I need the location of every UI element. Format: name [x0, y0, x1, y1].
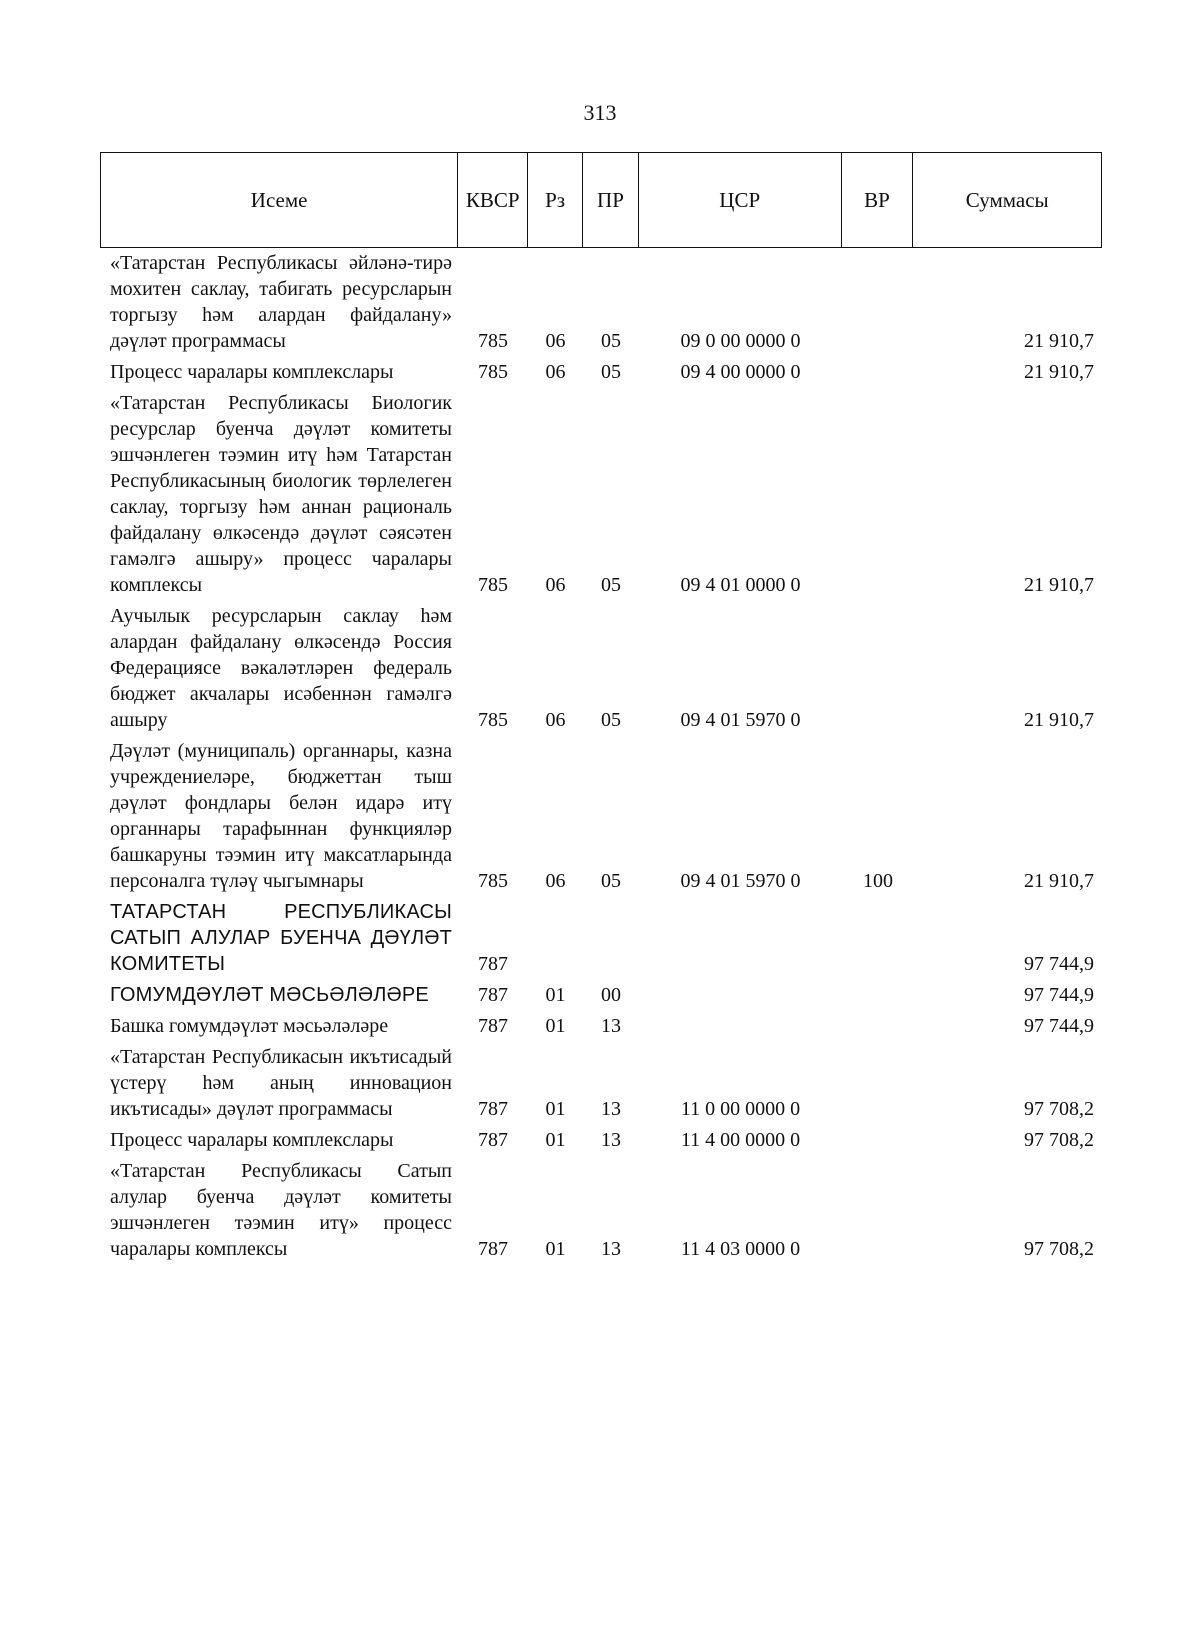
- row-name: Дәүләт (муниципаль) органнары, казна учреждениеләре, бюджеттан тыш дәүләт фондлары белән идарә итү органнары тарафыннан функцияләр башкаруны тәэмин итү максатларында персоналга түләү чыгымнары: [110, 740, 452, 892]
- row-pr: 00: [601, 984, 621, 1006]
- header-sum: Суммасы: [965, 187, 1049, 212]
- table-row: [100, 1127, 1102, 1153]
- page-number: 313: [583, 100, 617, 125]
- row-csr: 09 4 00 0000 0: [680, 361, 801, 383]
- table-row: [100, 603, 1102, 733]
- row-pr: 05: [601, 330, 621, 352]
- row-rz: 06: [545, 709, 566, 731]
- header-name: Исеме: [101, 153, 458, 247]
- row-vr: 100: [863, 870, 893, 892]
- row-kvsr: 787: [478, 1015, 508, 1037]
- row-sum: 97 744,9: [1024, 984, 1094, 1006]
- table-row: [100, 390, 1102, 598]
- row-sum: 21 910,7: [1024, 361, 1094, 383]
- row-pr: 13: [601, 1098, 621, 1120]
- row-kvsr: 785: [478, 361, 508, 383]
- row-name: ТАТАРСТАН РЕСПУБЛИКАСЫ САТЫП АЛУЛАР БУЕНЧА ДӘҮЛӘТ КОМИТЕТЫ: [110, 901, 452, 975]
- row-rz: 06: [545, 361, 566, 383]
- row-name: ГОМУМДӘҮЛӘТ МӘСЬӘЛӘЛӘРЕ: [110, 984, 429, 1006]
- row-kvsr: 787: [478, 1238, 508, 1260]
- row-kvsr: 787: [478, 1129, 508, 1151]
- row-pr: 05: [601, 361, 621, 383]
- row-csr: 09 4 01 0000 0: [680, 574, 801, 596]
- row-csr: 11 0 00 0000 0: [680, 1098, 801, 1120]
- table-header: [100, 152, 1102, 248]
- header-vr: ВР: [842, 153, 914, 247]
- row-csr: 09 4 01 5970 0: [680, 870, 801, 892]
- table-row: [100, 899, 1102, 977]
- table-body: [100, 248, 1102, 1262]
- table-row: [100, 250, 1102, 354]
- row-name: «Татарстан Республикасы Биологик ресурслар буенча дәүләт комитеты эшчәнлеген тәэмин итү һәм Татарстан Республикасының биологик төрлелеген саклау, торгызу һәм аннан рациональ файдалану өлкәсендә дәүләт сәясәтен гамәлгә ашыру» процесс чаралары комплексы: [110, 392, 452, 596]
- row-kvsr: 785: [478, 574, 508, 596]
- row-sum: 97 708,2: [1024, 1098, 1094, 1120]
- row-name: Процесс чаралары комплекслары: [110, 361, 394, 383]
- row-pr: 13: [601, 1238, 621, 1260]
- row-sum: 97 744,9: [1024, 953, 1094, 975]
- row-kvsr: 785: [478, 330, 508, 352]
- row-sum: 21 910,7: [1024, 330, 1094, 352]
- header-rz: Рз: [528, 153, 583, 247]
- row-csr: 11 4 03 0000 0: [680, 1238, 801, 1260]
- header-kvsr: КВСР: [458, 153, 528, 247]
- row-pr: 13: [601, 1129, 621, 1151]
- row-kvsr: 785: [478, 870, 508, 892]
- row-rz: 06: [545, 870, 566, 892]
- row-rz: 01: [545, 1238, 566, 1260]
- table-row: [100, 1158, 1102, 1262]
- header-pr: ПР: [583, 153, 639, 247]
- row-sum: 21 910,7: [1024, 870, 1094, 892]
- row-rz: 01: [545, 1129, 566, 1151]
- row-kvsr: 785: [478, 709, 508, 731]
- row-pr: 13: [601, 1015, 621, 1037]
- row-rz: 06: [545, 330, 566, 352]
- row-rz: 01: [545, 1015, 566, 1037]
- table-row: [100, 359, 1102, 385]
- budget-table: [100, 152, 1102, 1267]
- row-kvsr: 787: [478, 1098, 508, 1120]
- row-sum: 21 910,7: [1024, 709, 1094, 731]
- row-pr: 05: [601, 574, 621, 596]
- row-sum: 21 910,7: [1024, 574, 1094, 596]
- row-rz: 01: [545, 984, 566, 1006]
- row-csr: 09 4 01 5970 0: [680, 709, 801, 731]
- row-csr: 09 0 00 0000 0: [680, 330, 801, 352]
- table-row: [100, 1013, 1102, 1039]
- row-name: «Татарстан Республикасын икътисадый үстерү һәм аның инновацион икътисады» дәүләт программасы: [110, 1046, 452, 1120]
- table-row: [100, 738, 1102, 894]
- row-rz: 01: [545, 1098, 566, 1120]
- row-name: Башка гомумдәүләт мәсьәләләре: [110, 1015, 389, 1037]
- table-row: [100, 1044, 1102, 1122]
- table-row: [100, 982, 1102, 1008]
- row-kvsr: 787: [478, 984, 508, 1006]
- row-csr: 11 4 00 0000 0: [680, 1129, 801, 1151]
- row-rz: 06: [545, 574, 566, 596]
- row-kvsr: 787: [478, 953, 508, 975]
- row-name: Аучылык ресурсларын саклау һәм алардан файдалану өлкәсендә Россия Федерациясе вәкаләтләрен федераль бюджет акчалары исәбеннән гамәлгә ашыру: [110, 605, 452, 731]
- row-sum: 97 708,2: [1024, 1238, 1094, 1260]
- header-csr: ЦСР: [639, 153, 842, 247]
- row-sum: 97 744,9: [1024, 1015, 1094, 1037]
- row-name: «Татарстан Республикасы Сатып алулар буенча дәүләт комитеты эшчәнлеген тәэмин итү» процесс чаралары комплексы: [110, 1160, 452, 1260]
- row-pr: 05: [601, 870, 621, 892]
- row-name: «Татарстан Республикасы әйләнә-тирә мохитен саклау, табигать ресурсларын торгызу һәм алардан файдалану» дәүләт программасы: [110, 252, 452, 352]
- row-pr: 05: [601, 709, 621, 731]
- row-sum: 97 708,2: [1024, 1129, 1094, 1151]
- row-name: Процесс чаралары комплекслары: [110, 1129, 394, 1151]
